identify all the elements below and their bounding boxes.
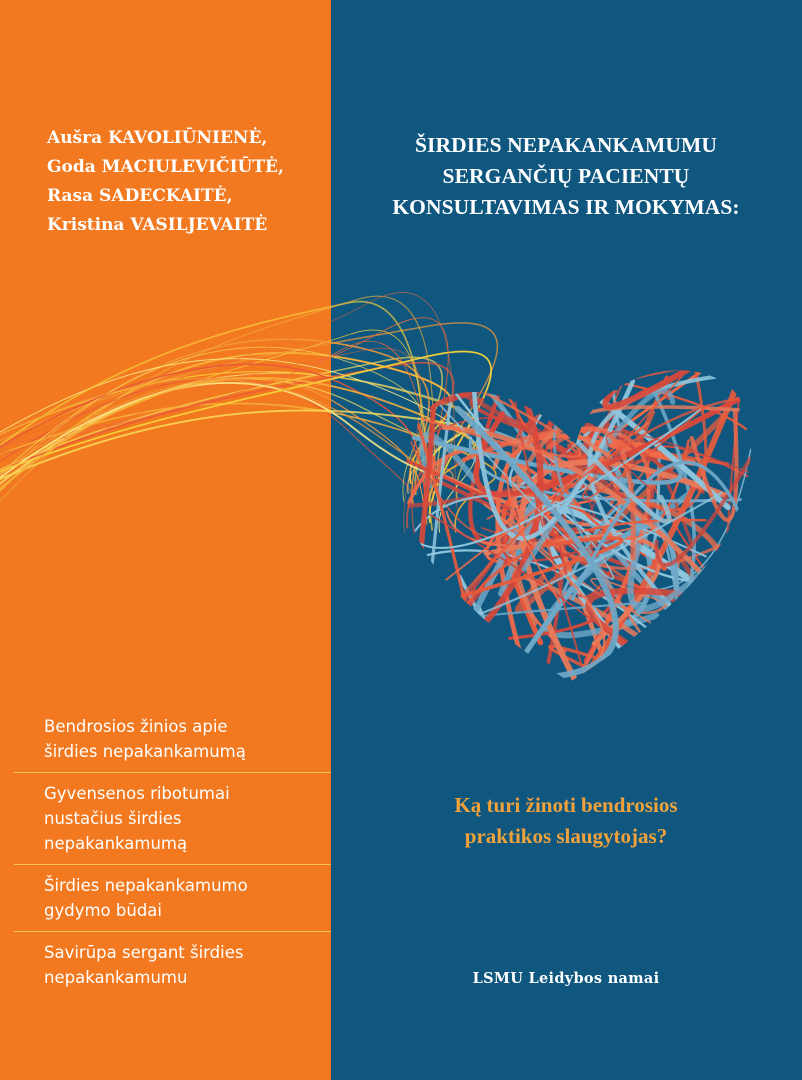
title-line: SERGANČIŲ PACIENTŲ — [442, 164, 690, 188]
topic-line: nepakankamumu — [44, 968, 188, 987]
topic-line: nustačius širdies — [44, 809, 182, 828]
topic-item — [14, 773, 331, 864]
topic-line: Širdies nepakankamumo — [44, 876, 248, 895]
topic-item — [14, 706, 331, 772]
topic-line: gydymo būdai — [44, 901, 162, 920]
subtitle-line: Ką turi žinoti bendrosios — [454, 793, 678, 817]
subtitle — [350, 790, 782, 852]
author-name: Rasa SADECKAITĖ, — [47, 186, 233, 206]
topic-line: širdies nepakankamumą — [44, 742, 246, 761]
author-name: Aušra KAVOLIŪNIENĖ, — [47, 128, 268, 148]
title-line: ŠIRDIES NEPAKANKAMUMU — [414, 133, 718, 157]
author-list — [47, 124, 327, 240]
topic-item — [14, 932, 331, 998]
topic-line: Bendrosios žinios apie — [44, 717, 228, 736]
topic-line: nepakankamumą — [44, 834, 188, 853]
title-line: KONSULTAVIMAS IR MOKYMAS: — [392, 195, 740, 219]
subtitle-line: praktikos slaugytojas? — [464, 824, 668, 848]
topic-line: Gyvensenos ribotumai — [44, 784, 230, 803]
topic-item — [14, 865, 331, 931]
topic-list — [14, 706, 331, 998]
author-name: Kristina VASILJEVAITĖ — [47, 215, 268, 235]
publisher-name: LSMU Leidybos namai — [472, 970, 660, 987]
author-name: Goda MACIULEVIČIŪTĖ, — [47, 157, 284, 177]
book-title — [360, 130, 772, 223]
topic-line: Savirūpa sergant širdies — [44, 943, 244, 962]
